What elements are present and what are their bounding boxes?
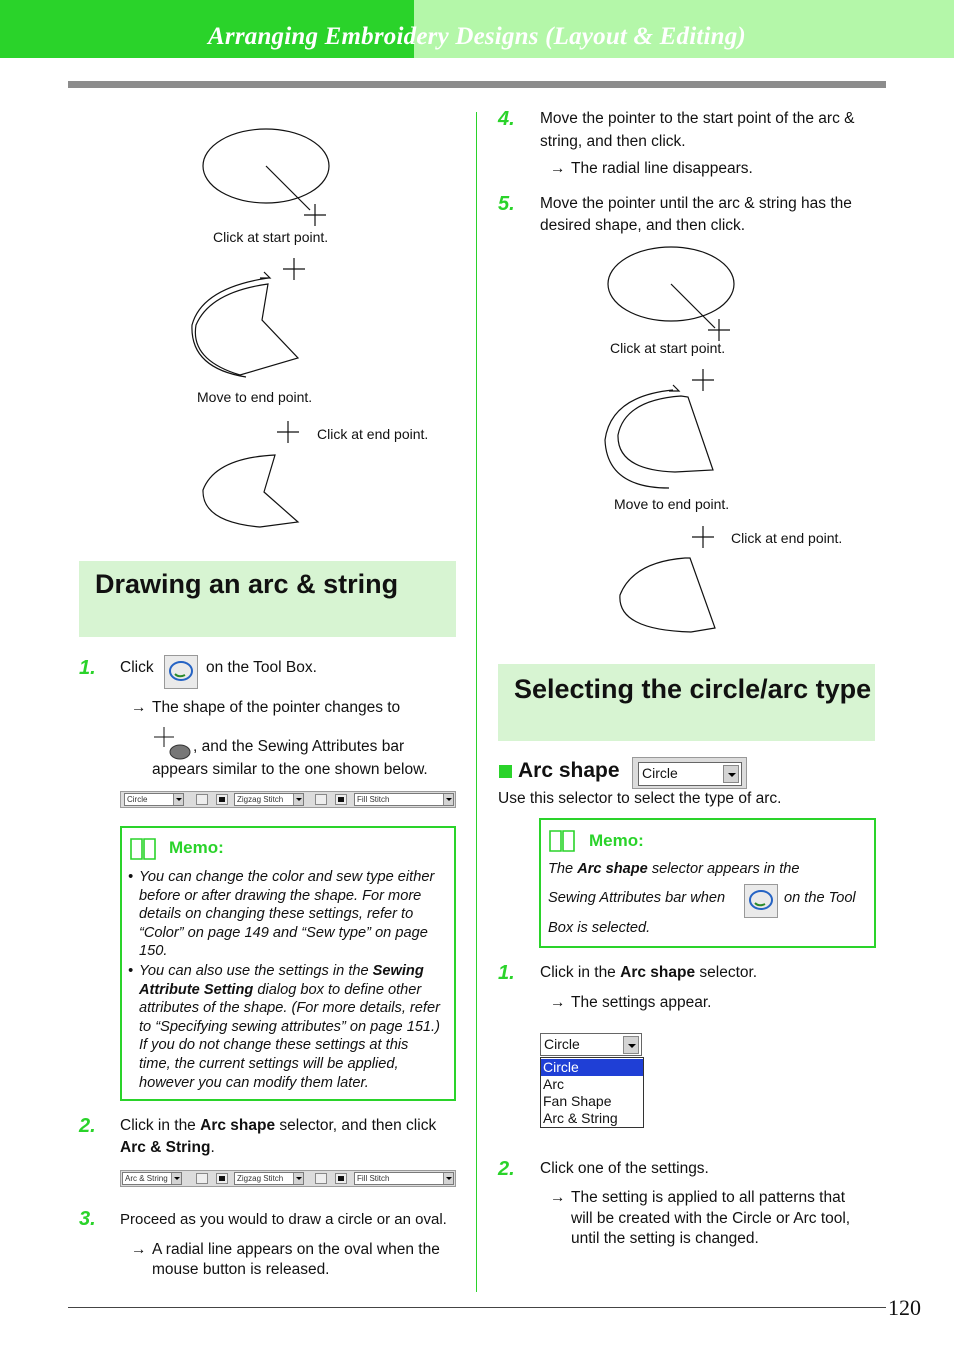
- arc-shape-selector[interactable]: Circle: [124, 793, 184, 806]
- step-text: on the Tool Box.: [206, 659, 317, 676]
- step-number: 1.: [498, 962, 515, 984]
- step-number: 1.: [79, 657, 96, 679]
- memo-line: on the Tool: [784, 890, 856, 906]
- crosshair-icon: [708, 319, 730, 341]
- step-number: 2.: [498, 1158, 515, 1180]
- result-text: will be created with the Circle or Arc tool,: [571, 1210, 851, 1227]
- dropdown-option-arc-string[interactable]: Arc & String: [543, 1110, 618, 1126]
- arc-drawing-illustration-right: [595, 240, 875, 640]
- arc-string-preview: [618, 396, 713, 472]
- dropdown-arrow-icon[interactable]: [623, 1036, 639, 1054]
- result-text: The radial line disappears.: [571, 160, 753, 177]
- step-text: Proceed as you would to draw a circle or an oval.: [120, 1211, 447, 1228]
- caption-end: Click at end point.: [317, 426, 429, 442]
- arc-shape-selector-sample[interactable]: [632, 757, 747, 789]
- caption-end: Click at end point.: [731, 530, 843, 546]
- dropdown-option-fan-shape[interactable]: Fan Shape: [543, 1093, 612, 1109]
- arrow-icon: [260, 272, 270, 278]
- step-number: 4.: [498, 108, 515, 130]
- arc-guide: [605, 390, 673, 488]
- result-text: The settings appear.: [571, 994, 712, 1011]
- page-number: 120: [888, 1295, 921, 1320]
- region-sew-type-selector[interactable]: Fill Stitch: [354, 793, 454, 806]
- sewing-attributes-bar: [120, 791, 456, 808]
- caption-start: Click at start point.: [213, 229, 329, 245]
- result-text: A radial line appears on the oval when the: [152, 1241, 440, 1258]
- region-color-icon[interactable]: [315, 794, 327, 805]
- crosshair-icon: [277, 421, 299, 443]
- step-number: 5.: [498, 193, 515, 215]
- line-color-swatch[interactable]: [216, 794, 228, 805]
- crosshair-icon: [692, 369, 714, 391]
- arc-shape-dropdown[interactable]: Circle: [638, 762, 742, 786]
- section-title-drawing: Drawing an arc & string: [95, 569, 399, 599]
- step-text: Click in the Arc shape selector.: [540, 964, 758, 981]
- caption-move: Move to end point.: [197, 389, 313, 405]
- bullet: •: [128, 963, 134, 979]
- line-sew-type-selector[interactable]: Zigzag Stitch: [234, 1172, 304, 1185]
- result-arrow: →: [550, 994, 566, 1011]
- crosshair-icon: [283, 258, 305, 280]
- region-color-swatch[interactable]: [335, 1173, 347, 1184]
- section-title-selecting: Selecting the circle/arc type: [514, 674, 872, 704]
- column-divider: [476, 112, 477, 1292]
- arc-shape-dropdown[interactable]: Circle: [540, 1033, 642, 1056]
- step-text: Move the pointer to the start point of the arc &: [540, 110, 855, 127]
- arc-shape-selector[interactable]: Arc & String: [122, 1172, 182, 1185]
- chapter-title: Arranging Embroidery Designs (Layout & Editing): [208, 23, 746, 50]
- step-number: 3.: [79, 1208, 96, 1230]
- intro-text: Use this selector to select the type of arc.: [498, 790, 782, 807]
- step-text: Click one of the settings.: [540, 1160, 709, 1177]
- region-color-swatch[interactable]: [335, 794, 347, 805]
- step-text: desired shape, and then click.: [540, 217, 746, 234]
- step-text: string, and then click.: [540, 133, 686, 150]
- result-text: , and the Sewing Attributes bar: [193, 738, 405, 755]
- dropdown-option-arc[interactable]: Arc: [543, 1076, 564, 1092]
- memo-book-icon: [129, 835, 159, 861]
- circle-tool-icon: [165, 656, 197, 688]
- memo-line: Box is selected.: [548, 920, 651, 936]
- result-arrow: →: [550, 1189, 566, 1206]
- result-text: appears similar to the one shown below.: [152, 761, 428, 778]
- result-text: The setting is applied to all patterns that: [571, 1189, 845, 1206]
- line-color-icon[interactable]: [196, 794, 208, 805]
- memo-bullet-2: You can also use the settings in the Sewing Attribute Setting dialog box to define other attributes of the shape. (For more details, refer to “Specifying sewing attributes” on page 151.) If you do not change these settings at this time, the current settings will be applied, however you can modify them later.: [139, 963, 440, 1091]
- arc-string-result: [203, 455, 298, 527]
- dropdown-arrow-icon[interactable]: [723, 765, 739, 783]
- subheading-arc-shape: Arc shape: [518, 759, 620, 782]
- caption-start: Click at start point.: [610, 340, 726, 356]
- memo-label: Memo:: [169, 838, 224, 857]
- memo-bullet-1: You can change the color and sew type either before or after drawing the shape. For more details on changing these settings, refer to “Color” on page 149 and “Sew type” on page 150.: [139, 869, 435, 960]
- dropdown-list: [540, 1057, 644, 1128]
- circle-tool-button[interactable]: [744, 884, 778, 918]
- memo-line: The Arc shape selector appears in the: [548, 861, 800, 877]
- step-text: Click in the Arc shape selector, and then click Arc & String.: [120, 1117, 437, 1156]
- circle-tool-button[interactable]: [164, 655, 198, 689]
- result-arrow: →: [131, 699, 147, 716]
- memo-label: Memo:: [589, 831, 644, 850]
- region-color-icon[interactable]: [315, 1173, 327, 1184]
- result-text: mouse button is released.: [152, 1261, 330, 1278]
- footer-rule: [68, 1307, 886, 1308]
- circle-tool-icon: [745, 885, 777, 917]
- dropdown-option-circle[interactable]: Circle: [541, 1059, 643, 1076]
- crosshair-icon: [692, 526, 714, 548]
- bullet: •: [128, 869, 134, 885]
- step-text: Click: [120, 659, 154, 676]
- top-rule: [68, 81, 886, 88]
- region-sew-type-selector[interactable]: Fill Stitch: [354, 1172, 454, 1185]
- subheading-square-icon: [499, 765, 512, 778]
- line-color-swatch[interactable]: [216, 1173, 228, 1184]
- step-text: Move the pointer until the arc & string has the: [540, 195, 852, 212]
- line-color-icon[interactable]: [196, 1173, 208, 1184]
- arc-guide: [192, 278, 268, 377]
- result-text: until the setting is changed.: [571, 1230, 759, 1247]
- arc-string-result: [620, 558, 715, 632]
- line-sew-type-selector[interactable]: Zigzag Stitch: [234, 793, 304, 806]
- sewing-attributes-bar: [120, 1170, 456, 1187]
- result-text: The shape of the pointer changes to: [152, 699, 401, 716]
- step-number: 2.: [79, 1115, 96, 1137]
- memo-line: Sewing Attributes bar when: [548, 890, 726, 906]
- result-arrow: →: [550, 160, 566, 177]
- result-arrow: →: [131, 1241, 147, 1258]
- caption-move: Move to end point.: [614, 496, 730, 512]
- pointer-cursor-icon: [152, 727, 192, 761]
- arc-drawing-illustration-left: [180, 120, 470, 540]
- memo-book-icon: [548, 827, 578, 853]
